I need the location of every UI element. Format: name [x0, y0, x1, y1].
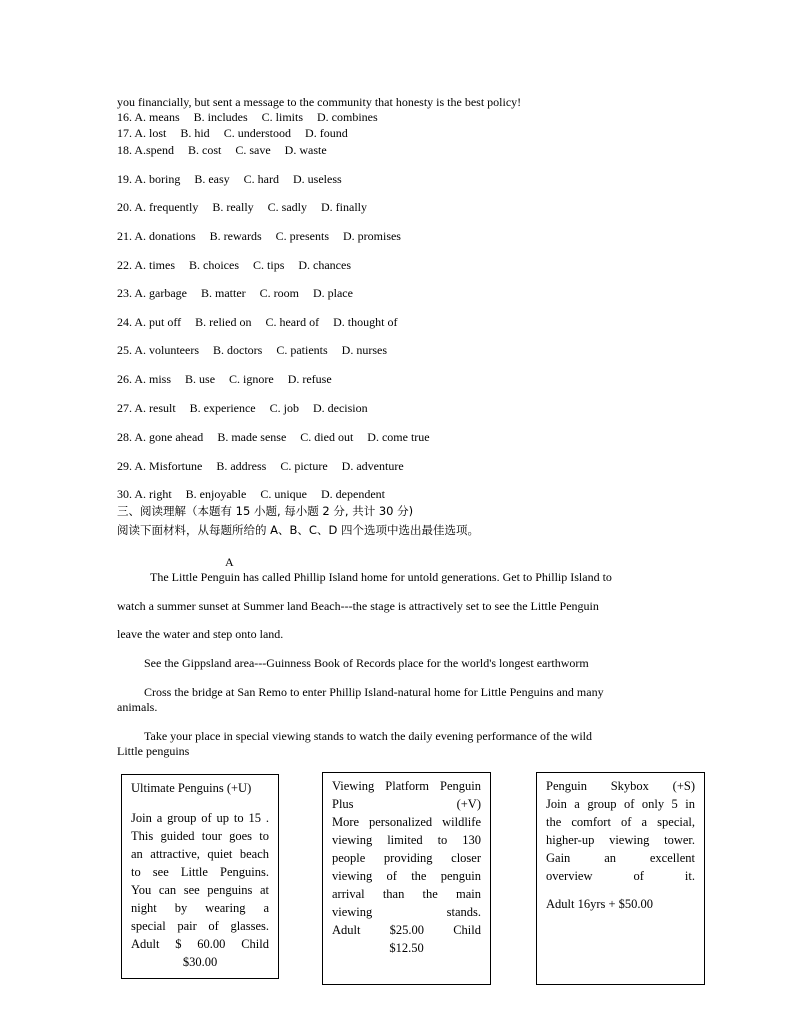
question-option: D. refuse [287, 372, 332, 386]
question-row [117, 110, 378, 124]
question-option: C. hard [243, 172, 279, 186]
ultimate-text-line: You can see penguins at [131, 883, 269, 897]
ultimate-penguins-box [121, 774, 279, 979]
ultimate-text-line: special pair of glasses. [131, 919, 269, 933]
paragraph-4-line-2: Little penguins [117, 744, 190, 758]
platform-title-line-2 [332, 795, 481, 813]
platform-text-line: viewing stands. [332, 905, 481, 919]
question-row [117, 430, 430, 444]
question-row [117, 258, 351, 272]
question-option: D. waste [284, 143, 327, 157]
ultimate-text-line: Join a group of up to 15 . [131, 811, 269, 825]
question-option: D. dependent [321, 487, 385, 501]
question-option: D. nurses [341, 343, 387, 357]
question-option: C. ignore [229, 372, 274, 386]
question-option: 30. A. right [117, 487, 172, 501]
question-option: B. address [216, 459, 267, 473]
question-option: D. combines [317, 110, 378, 124]
question-row [117, 401, 368, 415]
section-instruction: 阅读下面材料，从每题所给的 A、B、C、D 四个选项中选出最佳选项。 [117, 523, 479, 537]
question-row [117, 126, 348, 140]
question-option: B. doctors [213, 343, 263, 357]
question-option: 19. A. boring [117, 172, 181, 186]
skybox-text-line: higher-up viewing tower. [546, 833, 695, 847]
question-option: B. use [185, 372, 216, 386]
question-row [117, 459, 404, 473]
ultimate-text-line: Adult $ 60.00 Child [131, 937, 269, 951]
question-option: D. useless [293, 172, 342, 186]
skybox-text-line: the comfort of a special, [546, 815, 695, 829]
paragraph-1-line-2: watch a summer sunset at Summer land Beach---the stage is attractively set to see the Little Penguin [117, 599, 599, 613]
question-option: B. rewards [209, 229, 262, 243]
question-option: D. promises [342, 229, 401, 243]
section-title: 三、阅读理解（本题有 15 小题, 每小题 2 分, 共计 30 分) [117, 504, 414, 518]
question-option: B. experience [189, 401, 256, 415]
question-option: B. easy [194, 172, 230, 186]
platform-title-line-1: Viewing Platform Penguin [332, 779, 481, 793]
paragraph-1-line-3: leave the water and step onto land. [117, 627, 284, 641]
platform-text-line: Adult $25.00 Child [332, 923, 481, 937]
skybox-title: Penguin Skybox (+S) [546, 779, 695, 793]
platform-text-line: viewing limited to 130 [332, 833, 481, 847]
question-option: C. patients [276, 343, 328, 357]
ultimate-child-price: $30.00 [182, 955, 218, 969]
question-row [117, 372, 332, 386]
ultimate-text-line: night by wearing a [131, 901, 269, 915]
question-option: 17. A. lost [117, 126, 167, 140]
question-option: C. limits [261, 110, 304, 124]
paragraph-3-line-2: animals. [117, 700, 158, 714]
question-option: B. choices [189, 258, 240, 272]
question-option: B. matter [200, 286, 246, 300]
question-row [117, 286, 353, 300]
paragraph-3-line-1: Cross the bridge at San Remo to enter Phillip Island-natural home for Little Penguins and many [144, 685, 604, 699]
question-row [117, 143, 327, 157]
question-option: 28. A. gone ahead [117, 430, 204, 444]
ultimate-text-line: to see Little Penguins. [131, 865, 269, 879]
question-option: C. understood [223, 126, 292, 140]
platform-child-price: $12.50 [389, 941, 424, 955]
question-option: 27. A. result [117, 401, 176, 415]
question-option: 18. A.spend [117, 143, 174, 157]
question-option: 20. A. frequently [117, 200, 199, 214]
question-option: B. hid [180, 126, 210, 140]
question-option: C. job [269, 401, 299, 415]
question-option: D. thought of [333, 315, 398, 329]
skybox-text-line: overview of it. [546, 869, 695, 883]
question-option: B. really [212, 200, 254, 214]
platform-text-line: viewing of the penguin [332, 869, 481, 883]
question-option: C. picture [280, 459, 328, 473]
question-option: C. presents [275, 229, 329, 243]
question-option: 24. A. put off [117, 315, 182, 329]
ultimate-text-line: an attractive, quiet beach [131, 847, 269, 861]
skybox-text-line: Join a group of only 5 in [546, 797, 695, 811]
question-option: C. sadly [267, 200, 307, 214]
question-option: 25. A. volunteers [117, 343, 199, 357]
question-option: D. place [312, 286, 353, 300]
skybox-price: Adult 16yrs + $50.00 [546, 897, 654, 911]
intro-line: you financially, but sent a message to the community that honesty is the best policy! [117, 95, 522, 109]
question-row [117, 229, 401, 243]
platform-text-line: More personalized wildlife [332, 815, 481, 829]
ultimate-title: Ultimate Penguins (+U) [131, 781, 252, 795]
platform-title-code: (+V) [456, 797, 481, 811]
question-option: C. unique [260, 487, 307, 501]
question-option: B. includes [193, 110, 248, 124]
question-option: C. save [235, 143, 271, 157]
question-option: C. heard of [265, 315, 320, 329]
question-option: 16. A. means [117, 110, 180, 124]
question-option: D. come true [367, 430, 430, 444]
question-row [117, 172, 342, 186]
question-option: B. relied on [195, 315, 252, 329]
question-option: 26. A. miss [117, 372, 172, 386]
question-row [117, 315, 397, 329]
question-option: C. died out [300, 430, 354, 444]
paragraph-4-line-1: Take your place in special viewing stands to watch the daily evening performance of the wild [144, 729, 593, 743]
paragraph-1-line-1: The Little Penguin has called Phillip Island home for untold generations. Get to Phillip Island to [150, 570, 612, 584]
question-option: D. adventure [341, 459, 404, 473]
penguin-skybox-box [536, 772, 705, 985]
platform-text-line: people providing closer [332, 851, 481, 865]
question-option: B. cost [188, 143, 222, 157]
question-option: C. room [259, 286, 299, 300]
question-option: B. made sense [217, 430, 287, 444]
passage-label: A [225, 555, 234, 569]
ultimate-text-line: This guided tour goes to [131, 829, 269, 843]
question-row [117, 487, 385, 501]
skybox-text-line: Gain an excellent [546, 851, 695, 865]
question-option: D. decision [312, 401, 368, 415]
question-option: 22. A. times [117, 258, 176, 272]
question-row [117, 200, 367, 214]
question-option: C. tips [253, 258, 285, 272]
platform-text-line: arrival than the main [332, 887, 481, 901]
question-option: D. found [305, 126, 348, 140]
question-row [117, 343, 387, 357]
question-option: 21. A. donations [117, 229, 196, 243]
question-option: D. chances [298, 258, 351, 272]
platform-title-plus: Plus [332, 797, 354, 811]
question-option: B. enjoyable [185, 487, 247, 501]
question-option: 29. A. Misfortune [117, 459, 203, 473]
paragraph-2: See the Gippsland area---Guinness Book of Records place for the world's longest earthworm [144, 656, 589, 670]
question-option: 23. A. garbage [117, 286, 187, 300]
viewing-platform-box [322, 772, 491, 985]
question-option: D. finally [321, 200, 367, 214]
